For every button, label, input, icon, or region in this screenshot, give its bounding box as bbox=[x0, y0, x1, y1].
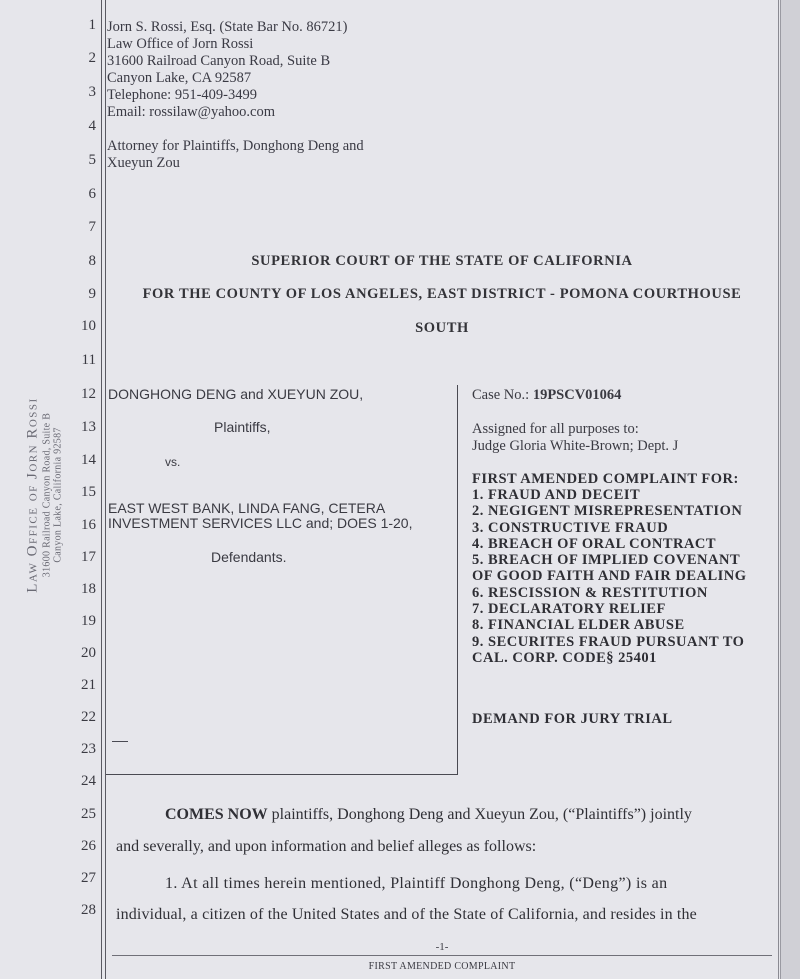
left-margin-rule bbox=[101, 0, 102, 979]
footer-rule bbox=[112, 955, 772, 956]
cause-1: 1. FRAUD AND DECEIT bbox=[472, 487, 641, 503]
line-number: 6 bbox=[88, 186, 96, 202]
court-county: FOR THE COUNTY OF LOS ANGELES, EAST DISTRICT - POMONA COURTHOUSE bbox=[142, 286, 742, 302]
sidebar-firm-name: Law Office of Jorn Rossi bbox=[24, 397, 41, 593]
cause-9: 9. SECURITES FRAUD PURSUANT TO bbox=[472, 633, 745, 650]
body-line-26: and severally, and upon information and belief alleges as follows: bbox=[116, 838, 537, 855]
office-email: Email: rossilaw@yahoo.com bbox=[107, 104, 275, 120]
plaintiffs-names: DONGHONG DENG and XUEYUN ZOU, bbox=[108, 386, 364, 402]
line-number: 23 bbox=[81, 741, 96, 757]
cause-6: 6. RESCISSION & RESTITUTION bbox=[472, 584, 708, 601]
line-number: 17 bbox=[81, 549, 96, 565]
defendants-line-1: EAST WEST BANK, LINDA FANG, CETERA bbox=[108, 500, 386, 516]
attorney-name: Jorn S. Rossi, Esq. (State Bar No. 86721) bbox=[107, 19, 348, 35]
comes-now: COMES NOW bbox=[165, 806, 268, 823]
line-number: 25 bbox=[81, 806, 96, 822]
line-number: 5 bbox=[88, 152, 96, 168]
line-number: 4 bbox=[88, 118, 96, 134]
cause-3: 3. CONSTRUCTIVE FRAUD bbox=[472, 519, 669, 536]
line-number: 22 bbox=[81, 709, 96, 725]
complaint-title: FIRST AMENDED COMPLAINT FOR: bbox=[472, 471, 739, 487]
body-line-27: 1. At all times herein mentioned, Plaintiff Donghong Deng, (“Deng”) is an bbox=[165, 875, 668, 892]
body-line-25-rest: plaintiffs, Donghong Deng and Xueyun Zou, (“Plaintiffs”) jointly bbox=[267, 806, 692, 823]
page-edge-shadow bbox=[780, 0, 800, 979]
cause-9-cont: CAL. CORP. CODE§ 25401 bbox=[472, 649, 657, 666]
line-number: 27 bbox=[81, 870, 96, 886]
left-margin-rule-double bbox=[105, 0, 106, 979]
line-number: 24 bbox=[81, 773, 96, 789]
office-street: 31600 Railroad Canyon Road, Suite B bbox=[107, 53, 331, 69]
cause-4: 4. BREACH OF ORAL CONTRACT bbox=[472, 535, 717, 552]
line-number: 28 bbox=[81, 902, 96, 918]
line-number: 26 bbox=[81, 838, 96, 854]
line-number: 13 bbox=[81, 419, 96, 435]
case-number-label: Case No.: bbox=[472, 387, 530, 403]
defendants-line-2: INVESTMENT SERVICES LLC and; DOES 1-20, bbox=[108, 515, 413, 531]
caption-divider bbox=[457, 385, 458, 775]
line-number: 19 bbox=[81, 613, 96, 629]
cause-8: 8. FINANCIAL ELDER ABUSE bbox=[472, 617, 685, 634]
line-number: 12 bbox=[81, 386, 96, 402]
attorney-for-line-2: Xueyun Zou bbox=[107, 155, 180, 171]
line-number: 20 bbox=[81, 645, 96, 661]
body-line-28: individual, a citizen of the United States and of the State of California, and resides in the bbox=[116, 906, 697, 923]
attorney-header bbox=[107, 19, 347, 121]
footer-title: FIRST AMENDED COMPLAINT bbox=[368, 961, 516, 972]
case-number-value: 19PSCV01064 bbox=[532, 387, 622, 403]
court-name: SUPERIOR COURT OF THE STATE OF CALIFORNIA bbox=[251, 253, 633, 269]
versus: vs. bbox=[165, 455, 181, 469]
line-number: 14 bbox=[81, 452, 96, 468]
caption-tick bbox=[112, 741, 128, 742]
right-margin-rule bbox=[778, 0, 779, 979]
law-office-name: Law Office of Jorn Rossi bbox=[107, 36, 254, 52]
line-number: 15 bbox=[81, 484, 96, 500]
office-city: Canyon Lake, CA 92587 bbox=[107, 70, 252, 86]
line-number: 11 bbox=[81, 352, 96, 368]
line-number: 21 bbox=[81, 677, 96, 693]
body-line-25 bbox=[165, 806, 692, 824]
attorney-for-line-1: Attorney for Plaintiffs, Donghong Deng and bbox=[107, 138, 364, 154]
line-number: 18 bbox=[81, 581, 96, 597]
line-number: 1 bbox=[88, 17, 96, 33]
case-number bbox=[472, 387, 621, 404]
sidebar-city: Canyon Lake, California 92587 bbox=[52, 427, 64, 563]
cause-5-cont: OF GOOD FAITH AND FAIR DEALING bbox=[472, 568, 747, 585]
cause-5: 5. BREACH OF IMPLIED COVENANT bbox=[472, 552, 741, 569]
assignment bbox=[472, 421, 678, 455]
caption-bottom-rule bbox=[106, 774, 458, 775]
attorney-for bbox=[107, 138, 364, 172]
line-number: 9 bbox=[88, 286, 96, 302]
cause-7: 7. DECLARATORY RELIEF bbox=[472, 601, 666, 618]
causes-list bbox=[472, 487, 747, 666]
sidebar-address: 31600 Railroad Canyon Road, Suite B bbox=[41, 412, 53, 578]
firm-sidebar bbox=[25, 397, 64, 592]
assigned-label: Assigned for all purposes to: bbox=[472, 421, 639, 437]
line-number: 10 bbox=[81, 318, 96, 334]
line-number: 16 bbox=[81, 517, 96, 533]
office-telephone: Telephone: 951-409-3499 bbox=[107, 87, 257, 103]
plaintiffs-label: Plaintiffs, bbox=[214, 419, 271, 435]
line-number: 2 bbox=[88, 50, 96, 66]
judge-name: Judge Gloria White-Brown; Dept. J bbox=[472, 438, 679, 454]
cause-2: 2. NEGIGENT MISREPRESENTATION bbox=[472, 503, 743, 520]
line-number: 7 bbox=[88, 219, 96, 235]
jury-demand: DEMAND FOR JURY TRIAL bbox=[472, 711, 673, 727]
page-number: -1- bbox=[435, 941, 449, 953]
line-number: 3 bbox=[88, 84, 96, 100]
court-courthouse: SOUTH bbox=[415, 320, 469, 336]
line-number: 8 bbox=[88, 253, 96, 269]
defendants-label: Defendants. bbox=[211, 549, 287, 565]
